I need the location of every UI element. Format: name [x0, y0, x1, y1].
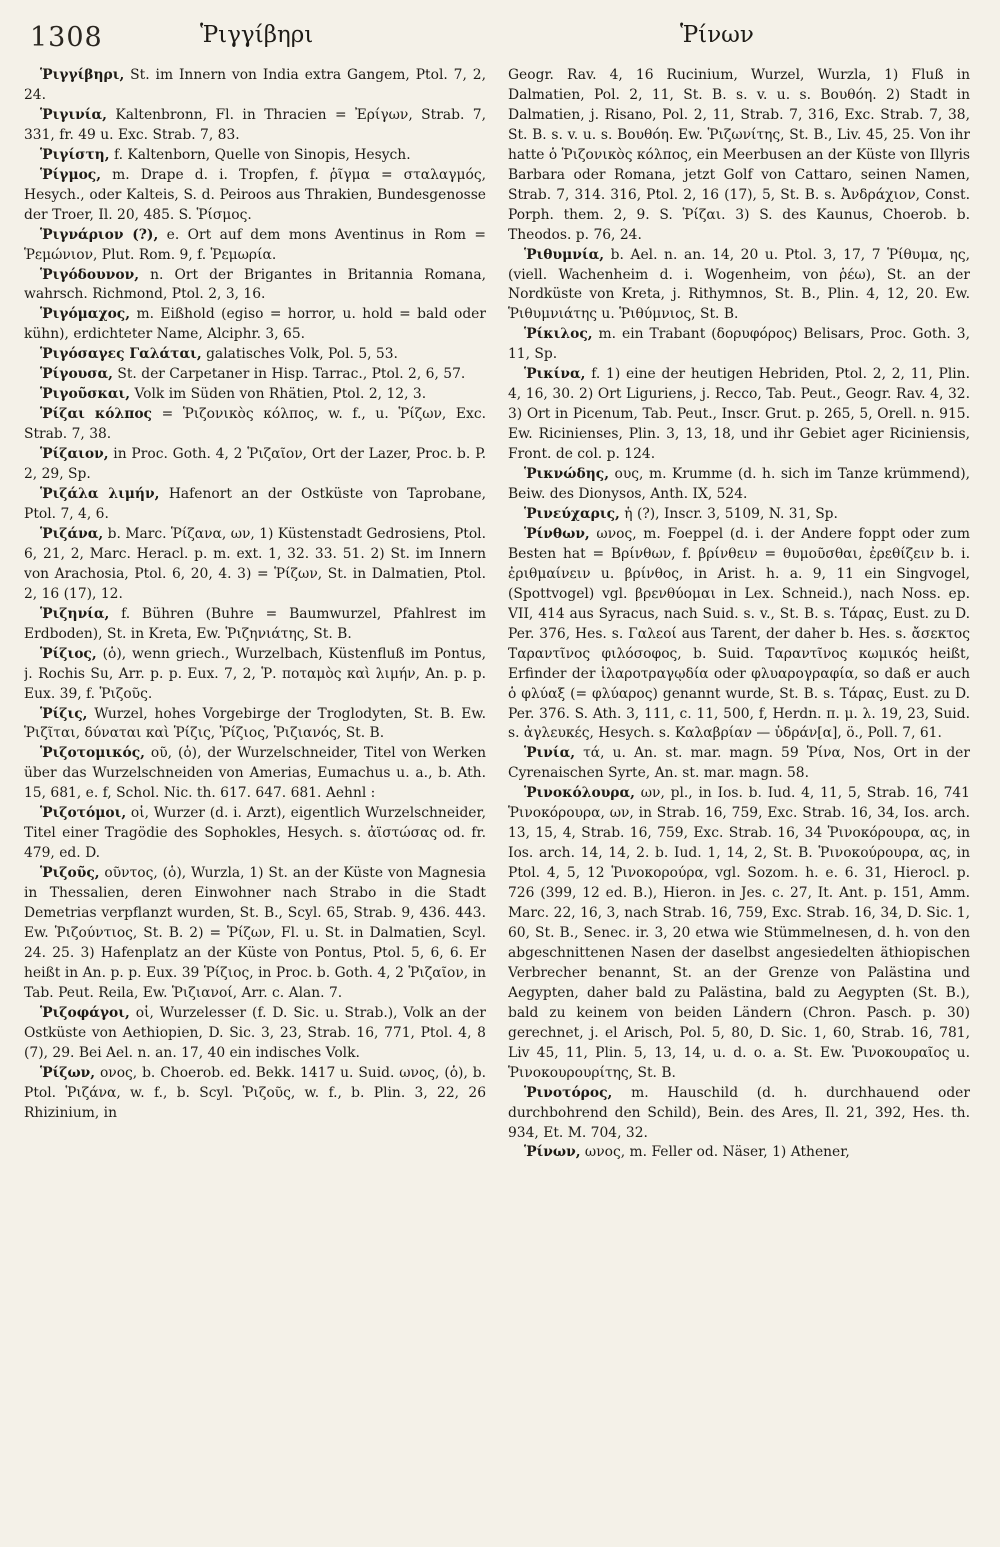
entry-headword: Ῥιθυμνία,	[524, 246, 605, 263]
left-running-head: Ῥιγγίβηρι	[200, 22, 314, 48]
entry-headword: Ῥιζοτόμοι,	[40, 805, 127, 822]
dictionary-entry	[508, 325, 970, 365]
entry-text: St. im Innern von India extra Gangem, Ptol. 7, 2, 24.	[24, 67, 486, 103]
dictionary-entry	[24, 605, 486, 645]
left-column	[24, 66, 486, 1536]
entry-text: Geogr. Rav. 4, 16 Rucinium, Wurzel, Wurzla, 1) Fluß in Dalmatien, Pol. 2, 11, St. B. s. v. u. s. Βουθόη. 2) Stadt in Dalmatien, j. Risano, Pol. 2, 11, Strab. 7, 316, Exc. Strab. 7, 38, St. B. s. v. u. s. Βουθόη. Ew. Ῥιζωνίτης, St. B., Liv. 45, 25. Von ihr hatte ὁ Ῥιζονικὸς κόλπος, ein Meerbusen an der Küste von Illyris Barbara oder Romana, jetzt Golf von Cattaro, seinen Namen, Strab. 7, 314. 316, Ptol. 2, 16 (17), 5, St. B. s. Ἀνδράχιον, Const. Porph. them. 2, 9. S. Ῥίζαι. 3) S. des Kaunus, Choerob. b. Theodos. p. 76, 24.	[508, 67, 970, 243]
dictionary-entry	[508, 784, 970, 1083]
dictionary-entry	[508, 1084, 970, 1144]
entry-headword: Ῥίκιλος,	[524, 326, 593, 343]
dictionary-entry	[508, 365, 970, 465]
dictionary-entry	[24, 804, 486, 864]
entry-text: οἱ, Wurzer (d. i. Arzt), eigentlich Wurzelschneider, Titel einer Tragödie des Sophokles, Hesych. s. ἀϊστώσας od. fr. 479, ed. D.	[24, 805, 486, 862]
dictionary-entry	[24, 365, 486, 385]
entry-text: St. der Carpetaner in Hisp. Tarrac., Ptol. 2, 6, 57.	[112, 366, 466, 383]
entry-headword: Ῥιγόσαγες Γαλάται,	[40, 346, 202, 363]
dictionary-entry	[24, 485, 486, 525]
entry-headword: Ῥιζάλα λιμήν,	[40, 486, 160, 503]
entry-text: m. Drape d. i. Tropfen, f. ῥῖγμα = σταλαγμός, Hesych., oder Kalteis, S. d. Peiroos aus Thrakien, Bundesgenosse der Troer, Il. 20, 485. S. Ῥίσμος.	[24, 166, 486, 223]
entry-headword: Ῥίνθων,	[524, 525, 590, 542]
entry-headword: Ῥιζοτομικός,	[40, 745, 145, 762]
entry-headword: Ῥινία,	[524, 745, 576, 762]
dictionary-entry	[24, 106, 486, 146]
entry-text: Volk im Süden von Rhätien, Ptol. 2, 12, 3.	[130, 386, 427, 403]
entry-text: οῦντος, (ὁ), Wurzla, 1) St. an der Küste von Magnesia in Thessalien, deren Einwohner nach Strabo in die Stadt Demetrias verpflanzt wurden, St. B., Scyl. 65, Strab. 9, 436. 443. Ew. Ῥιζούντιος, St. B. 2) = Ῥίζων, Fl. u. St. in Dalmatien, Scyl. 24. 25. 3) Hafenplatz an der Küste von Pontus, Ptol. 5, 6, 6. Er heißt in An. p. p. Eux. 39 Ῥίζιος, in Proc. b. Goth. 4, 2 Ῥιζαῖον, in Tab. Peut. Reila, Ew. Ῥιζιανοί, Arr. c. Alan. 7.	[24, 865, 486, 1001]
entry-text: Hafenort an der Ostküste von Taprobane, Ptol. 7, 4, 6.	[24, 486, 486, 522]
entry-headword: Ῥίνων,	[524, 1144, 581, 1161]
dictionary-entry	[508, 1143, 970, 1163]
entry-headword: Ῥιγόδουνον,	[40, 266, 140, 283]
entry-headword: Ῥικίνα,	[524, 366, 586, 383]
entry-headword: Ῥιγόμαχος,	[40, 306, 131, 323]
entry-text: f. Kaltenborn, Quelle von Sinopis, Hesych.	[109, 146, 411, 163]
entry-text: n. Ort der Brigantes in Britannia Romana, wahrsch. Richmond, Ptol. 2, 3, 16.	[24, 266, 486, 303]
entry-text: m. Hauschild (d. h. durchhauend oder durchbohrend den Schild), Bein. des Ares, Il. 21, 392, Hes. th. 934, Et. M. 704, 32.	[508, 1084, 970, 1141]
dictionary-entry	[508, 744, 970, 784]
entry-text: galatisches Volk, Pol. 5, 53.	[201, 346, 398, 363]
entry-text: ων, pl., in Ios. b. Iud. 4, 11, 5, Strab. 16, 741 Ῥινοκόρουρα, ων, in Strab. 16, 759, Exc. Strab. 16, 34, Ios. arch. 13, 15, 4, Strab. 16, 759, Exc. Strab. 16, 34 Ῥινοκόρουρα, ας, in Ios. arch. 14, 14, 2. b. Iud. 1, 14, 2, St. B. Ῥινοκούρουρα, ας, in Ptol. 4, 5, 12 Ῥινοκορούρα, vgl. Sozom. h. e. 6. 31, Hierocl. p. 726 (399, 12 ed. B.), Hieron. in Jes. c. 27, It. Ant. p. 151, Amm. Marc. 22, 16, 3, nach Strab. 16, 759, Exc. Strab. 16, 34, D. Sic. 1, 60, St. B., Senec. ir. 3, 20 etwa wie Stümmelnesen, d. h. von den abgeschnittenen Nasen der daselbst angesiedelten äthiopischen Verbrecher benannt, St. an der Grenze von Palästina und Aegypten, daher bald zu Palästina, bald zu Aegypten (St. B.), bald zu keinem von beiden Ländern (Chron. Pasch. p. 30) gerechnet, j. el Arisch, Pol. 5, 80, D. Sic. 1, 60, Strab. 16, 781, Liv 45, 11, Plin. 5, 13, 14, u. d. o. a. St. Ew. Ῥινοκουραῖος u. Ῥινοκουρουρίτης, St. B.	[508, 785, 970, 1081]
entry-text: ονος, b. Choerob. ed. Bekk. 1417 u. Suid. ωνος, (ὁ), b. Ptol. Ῥιζάνα, w. f., b. Scyl. Ῥιζοῦς, w. f., b. Plin. 3, 22, 26 Rhizinium, in	[24, 1064, 486, 1121]
entry-headword: Ῥιγινία,	[40, 106, 107, 123]
dictionary-entry	[24, 266, 486, 306]
entry-headword: Ῥιζοῦς,	[40, 865, 100, 882]
dictionary-entry	[508, 246, 970, 326]
entry-text: ους, m. Krumme (d. h. sich im Tanze krümmend), Beiw. des Dionysos, Anth. IX, 524.	[508, 466, 970, 503]
entry-text: b. Ael. n. an. 14, 20 u. Ptol. 3, 17, 7 Ῥίθυμα, ης, (viell. Wachenheim d. i. Wogenheim, von ῥέω), St. an der Nordküste von Kreta, j. Rithymnos, St. B., Plin. 4, 12, 20. Ew. Ῥιθυμνιάτης u. Ῥιθύμνιος, St. B.	[508, 246, 970, 323]
entry-text: f. 1) eine der heutigen Hebriden, Ptol. 2, 2, 11, Plin. 4, 16, 30. 2) Ort Liguriens, j. Recco, Tab. Peut., Geogr. Rav. 4, 32. 3) Ort in Picenum, Tab. Peut., Inscr. Grut. p. 265, 5, Orell. n. 915. Ew. Ricinienses, Plin. 3, 13, 18, und ihr Gebiet ager Riciniensis, Front. de col. p. 124.	[508, 366, 970, 463]
entry-text: m. ein Trabant (δορυφόρος) Belisars, Proc. Goth. 3, 11, Sp.	[508, 326, 970, 363]
dictionary-entry	[24, 405, 486, 445]
dictionary-entry	[24, 864, 486, 1004]
entry-text: f. Bühren (Buhre = Baumwurzel, Pfahlrest im Erdboden), St. in Kreta, Ew. Ῥιζηνιάτης, St. B.	[24, 605, 486, 642]
entry-text: e. Ort auf dem mons Aventinus in Rom = Ῥεμώνιον, Plut. Rom. 9, f. Ῥεμωρία.	[24, 226, 486, 263]
entry-text: (ὁ), wenn griech., Wurzelbach, Küstenfluß im Pontus, j. Rochis Su, Arr. p. p. Eux. 7, 2, Ῥ. ποταμὸς καὶ λιμήν, An. p. p. Eux. 39, f. Ῥιζοῦς.	[24, 645, 486, 702]
dictionary-entry	[508, 505, 970, 525]
entry-headword: Ῥιζάνα,	[40, 525, 104, 542]
dictionary-entry	[24, 226, 486, 266]
entry-headword: Ῥίζων,	[40, 1064, 96, 1081]
dictionary-entry	[24, 305, 486, 345]
entry-text: οῦ, (ὁ), der Wurzelschneider, Titel von Werken über das Wurzelschneiden von Amerias, Eumachus u. a., b. Ath. 15, 681, e. f, Schol. Nic. th. 617. 647. 681. Aehnl :	[24, 745, 486, 802]
entry-headword: Ῥίζαιον,	[40, 446, 109, 463]
entry-text: Kaltenbronn, Fl. in Thracien = Ἐρίγων, Strab. 7, 331, fr. 49 u. Exc. Strab. 7, 83.	[24, 106, 486, 143]
dictionary-entry	[24, 645, 486, 705]
entry-text: = Ῥιζονικὸς κόλπος, w. f., u. Ῥίζων, Exc. Strab. 7, 38.	[24, 406, 486, 443]
entry-headword: Ῥινεύχαρις,	[524, 505, 620, 522]
entry-headword: Ῥίζιος,	[40, 645, 97, 662]
entry-text: ἡ (?), Inscr. 3, 5109, N. 31, Sp.	[619, 505, 838, 522]
right-running-head: Ῥίνων	[680, 22, 754, 48]
entry-text: τά, u. An. st. mar. magn. 59 Ῥίνα, Nos, Ort in der Cyrenaischen Syrte, An. st. mar. magn. 58.	[508, 745, 970, 782]
entry-headword: Ῥιγγίβηρι,	[40, 67, 125, 83]
dictionary-entry	[24, 66, 486, 106]
entry-headword: Ῥιζηνία,	[40, 605, 110, 622]
dictionary-entry	[24, 166, 486, 226]
entry-text: ωνος, m. Foeppel (d. i. der Andere foppt oder zum Besten hat = Βρίνθων, f. βρίνθειν = θυμοῦσθαι, ἐρεθίζειν b. i. ἐριθμαίνειν u. βρίνθος, in Arist. h. a. 9, 11 ein Singvogel, (Spottvogel) vgl. βρενθύομαι in Lex. Schneid.), nach Noss. ep. VII, 414 aus Syracus, nach Suid. s. v., St. B. s. Τάρας, Eust. zu D. Per. 376, Hes. s. Γαλεοί aus Tarent, der daher b. Hes. s. ἄσεκτος Ταραντῖνος φιλόσοφος, b. Suid. Ταραντῖνος κωμικός heißt, Erfinder der ἱλαροτραγῳδία oder φλυαρογραφία, so daß er auch ὁ φλύαξ (= φλύαρος) genannt wurde, St. B. s. Τάρας, Eust. zu D. Per. 376. S. Ath. 3, 111, c. 11, 500, f, Herdn. π. μ. λ. 19, 23, Suid. s. ἀγλευκές, Hesych. s. Καλαβρίαν — ὑδράν[α], ö., Poll. 7, 61.	[508, 525, 970, 742]
entry-headword: Ῥίζαι κόλπος	[40, 406, 152, 423]
dictionary-entry	[508, 66, 970, 246]
entry-text: m. Eißhold (egiso = horror, u. hold = bald oder kühn), erdichteter Name, Alciphr. 3, 65.	[24, 306, 486, 343]
dictionary-entry	[24, 744, 486, 804]
page-number: 1308	[30, 22, 103, 53]
dictionary-entry	[24, 525, 486, 605]
entry-headword: Ῥίγμος,	[40, 166, 102, 183]
dictionary-entry	[508, 465, 970, 505]
dictionary-entry	[24, 705, 486, 745]
dictionary-entry	[24, 1064, 486, 1124]
entry-headword: Ῥικνώδης,	[524, 466, 610, 483]
entry-text: in Proc. Goth. 4, 2 Ῥιζαῖον, Ort der Lazer, Proc. b. P. 2, 29, Sp.	[24, 446, 486, 483]
dictionary-entry	[24, 445, 486, 485]
entry-headword: Ῥιγοῦσκαι,	[40, 386, 131, 403]
entry-text: οἱ, Wurzelesser (f. D. Sic. u. Strab.), Volk an der Ostküste von Aethiopien, D. Sic. 3, 23, Strab. 16, 771, Ptol. 4, 8 (7), 29. Bei Ael. n. an. 17, 40 ein indisches Volk.	[24, 1004, 486, 1061]
entry-headword: Ῥινοτόρος,	[524, 1084, 613, 1101]
dictionary-entry	[24, 1004, 486, 1064]
entry-headword: Ῥιγίστη,	[40, 146, 110, 163]
entry-headword: Ῥίγουσα,	[40, 366, 113, 383]
entry-headword: Ῥινοκόλουρα,	[524, 785, 635, 802]
dictionary-entry	[24, 146, 486, 166]
entry-headword: Ῥιζοφάγοι,	[40, 1004, 130, 1021]
dictionary-entry	[24, 385, 486, 405]
dictionary-entry	[508, 525, 970, 744]
entry-text: b. Marc. Ῥίζανα, ων, 1) Küstenstadt Gedrosiens, Ptol. 6, 21, 2, Marc. Heracl. p. m. ext. 1, 32. 33. 51. 2) St. im Innern von Arachosia, Ptol. 6, 20, 4. 3) = Ῥίζων, St. in Dalmatien, Ptol. 2, 16 (17), 12.	[24, 525, 486, 602]
entry-headword: Ῥιγνάριον (?),	[40, 226, 159, 243]
right-column	[508, 66, 970, 1536]
dictionary-entry	[24, 345, 486, 365]
entry-text: ωνος, m. Feller od. Näser, 1) Athener,	[580, 1144, 850, 1161]
entry-headword: Ῥίζις,	[40, 705, 88, 722]
entry-text: Wurzel, hohes Vorgebirge der Troglodyten, St. B. Ew. Ῥιζῖται, δύναται καὶ Ῥίζις, Ῥίζιος, Ῥιζιανός, St. B.	[24, 705, 486, 742]
